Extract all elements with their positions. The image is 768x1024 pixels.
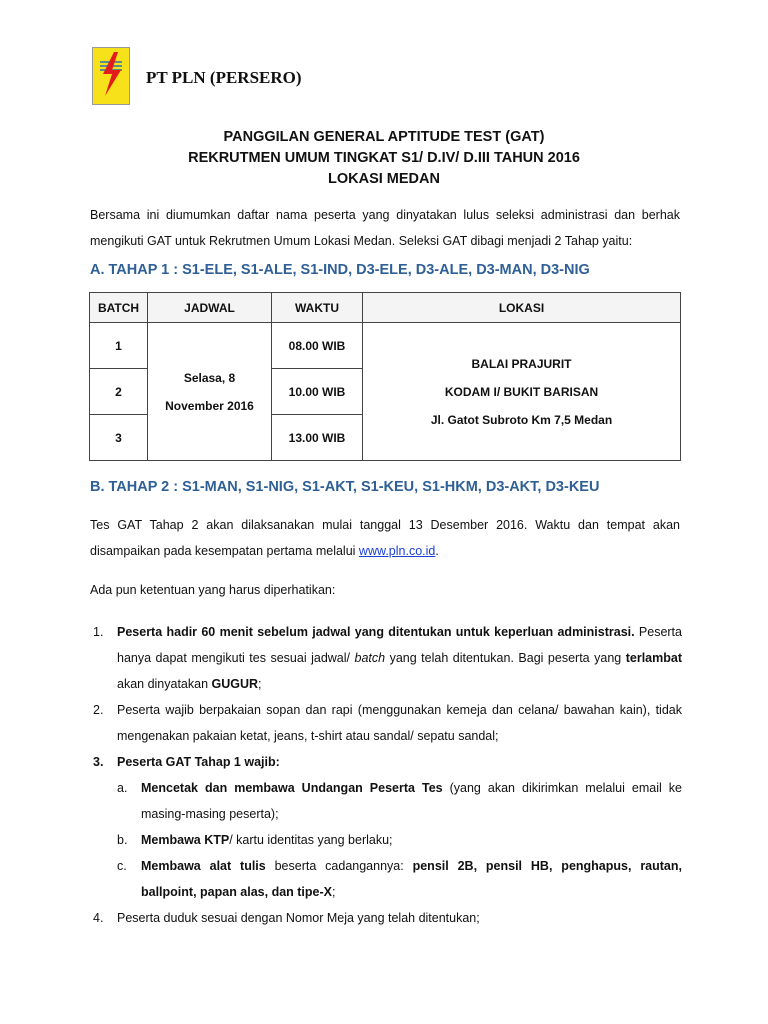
- rule-3b-text: / kartu identitas yang berlaku;: [229, 833, 393, 847]
- title-line-2: REKRUTMEN UMUM TINGKAT S1/ D.IV/ D.III TAHUN 2016: [188, 150, 580, 166]
- rule-1-bold: Peserta hadir 60 menit sebelum jadwal yang ditentukan untuk keperluan administrasi.: [117, 625, 635, 639]
- jadwal-line-1: Selasa, 8: [183, 370, 236, 385]
- tahap2-end: .: [435, 544, 439, 558]
- pln-website-link[interactable]: www.pln.co.id: [358, 544, 436, 558]
- rule-3-bold: Peserta GAT Tahap 1 wajib:: [117, 755, 280, 769]
- sub-list-item: [90, 775, 682, 827]
- rule-2-text: Peserta wajib berpakaian sopan dan rapi (menggunakan kemeja dan celana/ bawahan kain), tidak mengenakan pakaian ketat, jeans, t-shirt atau sandal/ sepatu sandal;: [117, 703, 682, 743]
- rule-1-text: Peserta hanya dapat mengikuti tes sesuai jadwal/: [117, 625, 682, 665]
- section-a-heading: A. TAHAP 1 : S1-ELE, S1-ALE, S1-IND, D3-ELE, D3-ALE, D3-MAN, D3-NIG: [90, 262, 590, 278]
- subitem-letter: b.: [117, 833, 128, 847]
- tahap2-paragraph: [90, 512, 680, 564]
- waktu-cell: 08.00 WIB: [272, 323, 363, 369]
- list-item: [90, 697, 682, 749]
- waktu-cell: 13.00 WIB: [272, 415, 363, 461]
- section-b-heading: B. TAHAP 2 : S1-MAN, S1-NIG, S1-AKT, S1-KEU, S1-HKM, D3-AKT, D3-KEU: [90, 479, 600, 495]
- lokasi-cell: [363, 323, 681, 461]
- company-name: PT PLN (PERSERO): [146, 68, 302, 87]
- title-line-3: LOKASI MEDAN: [328, 171, 440, 187]
- item-number: 3.: [93, 755, 104, 769]
- rule-4-text: Peserta duduk sesuai dengan Nomor Meja yang telah ditentukan;: [117, 911, 480, 925]
- rule-1-text-4: ;: [258, 677, 262, 691]
- rule-3c-text: beserta cadangannya:: [265, 859, 413, 873]
- batch-cell: 1: [90, 323, 148, 369]
- item-number: 4.: [93, 911, 104, 925]
- intro-paragraph: Bersama ini diumumkan daftar nama peserta yang dinyatakan lulus seleksi administrasi dan berhak mengikuti GAT untuk Rekrutmen Umum Lokasi Medan. Seleksi GAT dibagi menjadi 2 Tahap yaitu:: [90, 208, 680, 248]
- list-item: [90, 619, 682, 697]
- rule-3c-bold-2: pensil 2B, pensil HB, penghapus, rautan, ballpoint, papan alas, dan tipe-X: [141, 859, 682, 899]
- batch-cell: 2: [90, 369, 148, 415]
- batch-cell: 3: [90, 415, 148, 461]
- jadwal-line-2: November 2016: [165, 398, 254, 413]
- tahap2-text: Tes GAT Tahap 2 akan dilaksanakan mulai tanggal 13 Desember 2016. Waktu dan tempat akan disampaikan pada kesempatan pertama melalui: [90, 518, 680, 558]
- document-title: [0, 127, 768, 190]
- table-row: [90, 323, 681, 369]
- rule-3c-bold: Membawa alat tulis: [141, 859, 266, 873]
- subitem-letter: a.: [117, 781, 128, 795]
- schedule-table: [89, 292, 681, 461]
- header-batch: BATCH: [90, 293, 148, 323]
- rule-1-text-2: yang telah ditentukan. Bagi peserta yang: [385, 651, 626, 665]
- lokasi-line-1: BALAI PRAJURIT: [471, 356, 572, 371]
- header-waktu: WAKTU: [272, 293, 363, 323]
- title-line-1: PANGGILAN GENERAL APTITUDE TEST (GAT): [223, 129, 545, 145]
- sub-list-item: [90, 853, 682, 905]
- rules-list: [90, 619, 682, 931]
- rule-3a-bold: Mencetak dan membawa Undangan Peserta Tes: [141, 781, 443, 795]
- rule-3c-end: ;: [332, 885, 336, 899]
- rule-3a-text: (yang akan dikirimkan melalui email ke masing-masing peserta);: [141, 781, 682, 821]
- rule-1-bold-3: GUGUR: [211, 677, 259, 691]
- lokasi-line-2: KODAM I/ BUKIT BARISAN: [444, 384, 599, 399]
- rule-1-text-3: akan dinyatakan: [117, 677, 212, 691]
- list-item: [90, 905, 682, 931]
- header-jadwal: JADWAL: [148, 293, 272, 323]
- list-item: [90, 749, 682, 775]
- lokasi-line-3: Jl. Gatot Subroto Km 7,5 Medan: [430, 412, 613, 427]
- waktu-cell: 10.00 WIB: [272, 369, 363, 415]
- header-lokasi: LOKASI: [363, 293, 681, 323]
- subitem-letter: c.: [117, 859, 127, 873]
- table-header-row: [90, 293, 681, 323]
- rule-1-bold-2: terlambat: [625, 651, 682, 665]
- sub-list-item: [90, 827, 682, 853]
- pln-logo-icon: [92, 47, 130, 105]
- jadwal-cell: [148, 323, 272, 461]
- rule-1-italic: batch: [354, 651, 386, 665]
- rule-3b-bold: Membawa KTP: [141, 833, 230, 847]
- item-number: 2.: [93, 703, 104, 717]
- ketentuan-intro: Ada pun ketentuan yang harus diperhatikan:: [90, 583, 336, 597]
- item-number: 1.: [93, 625, 104, 639]
